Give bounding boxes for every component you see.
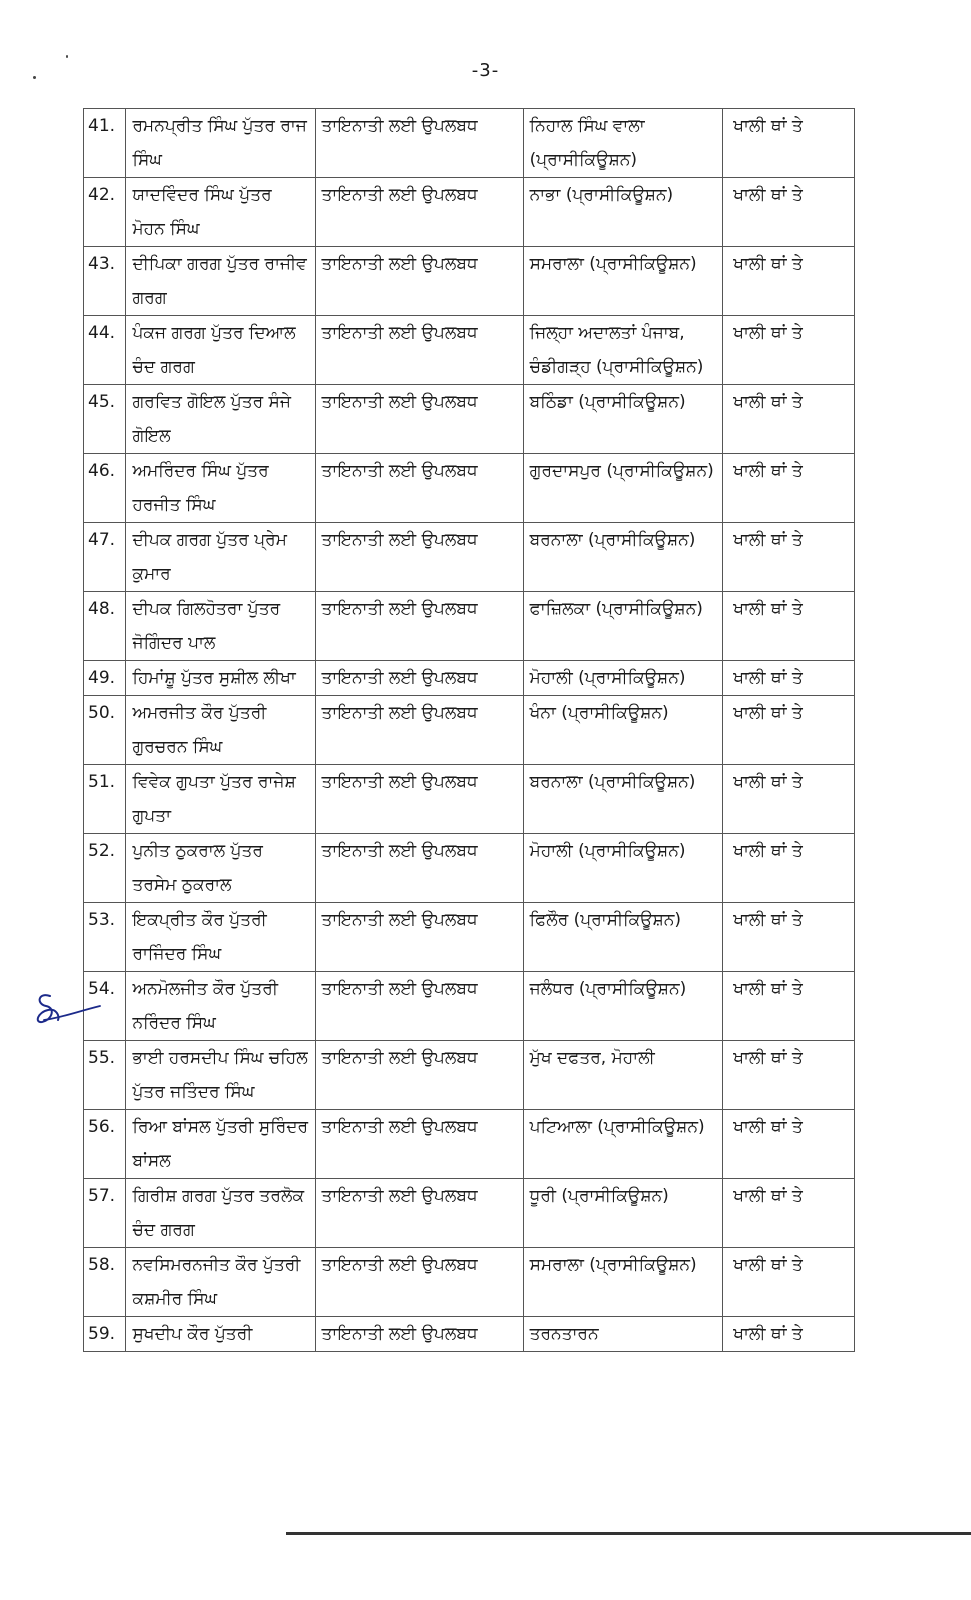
serial-number-cell: 51.: [84, 765, 126, 834]
posting-place-cell: ਫਾਜ਼ਿਲਕਾ (ਪ੍ਰਾਸੀਕਿਊਸ਼ਨ): [523, 592, 723, 661]
posting-status-cell: ਤਾਇਨਾਤੀ ਲਈ ਉਪਲਬਧ: [315, 903, 523, 972]
serial-number-cell: 41.: [84, 109, 126, 178]
posting-place-cell: ਫਿਲੌਰ (ਪ੍ਰਾਸੀਕਿਊਸ਼ਨ): [523, 903, 723, 972]
posting-status-cell: ਤਾਇਨਾਤੀ ਲਈ ਉਪਲਬਧ: [315, 385, 523, 454]
posting-status-cell: ਤਾਇਨਾਤੀ ਲਈ ਉਪਲਬਧ: [315, 1179, 523, 1248]
posting-status-cell: ਤਾਇਨਾਤੀ ਲਈ ਉਪਲਬਧ: [315, 1317, 523, 1352]
officer-name-cell: ਹਿਮਾਂਸ਼ੂ ਪੁੱਤਰ ਸੁਸ਼ੀਲ ਲੀਖਾ: [126, 661, 315, 696]
remark-cell: ਖਾਲੀ ਥਾਂ ਤੇ: [723, 661, 855, 696]
posting-place-cell: ਸਮਰਾਲਾ (ਪ੍ਰਾਸੀਕਿਊਸ਼ਨ): [523, 1248, 723, 1317]
posting-status-cell: ਤਾਇਨਾਤੀ ਲਈ ਉਪਲਬਧ: [315, 1248, 523, 1317]
officer-name-cell: ਯਾਦਵਿੰਦਰ ਸਿੰਘ ਪੁੱਤਰ ਮੋਹਨ ਸਿੰਘ: [126, 178, 315, 247]
posting-status-cell: ਤਾਇਨਾਤੀ ਲਈ ਉਪਲਬਧ: [315, 765, 523, 834]
remark-cell: ਖਾਲੀ ਥਾਂ ਤੇ: [723, 109, 855, 178]
posting-status-cell: ਤਾਇਨਾਤੀ ਲਈ ਉਪਲਬਧ: [315, 1110, 523, 1179]
officer-name-cell: ਵਿਵੇਕ ਗੁਪਤਾ ਪੁੱਤਰ ਰਾਜੇਸ਼ ਗੁਪਤਾ: [126, 765, 315, 834]
serial-number-cell: 47.: [84, 523, 126, 592]
remark-cell: ਖਾਲੀ ਥਾਂ ਤੇ: [723, 1248, 855, 1317]
posting-place-cell: ਜਲੰਧਰ (ਪ੍ਰਾਸੀਕਿਊਸ਼ਨ): [523, 972, 723, 1041]
posting-status-cell: ਤਾਇਨਾਤੀ ਲਈ ਉਪਲਬਧ: [315, 972, 523, 1041]
serial-number-cell: 55.: [84, 1041, 126, 1110]
officer-name-cell: ਦੀਪਿਕਾ ਗਰਗ ਪੁੱਤਰ ਰਾਜੀਵ ਗਰਗ: [126, 247, 315, 316]
serial-number-cell: 56.: [84, 1110, 126, 1179]
officer-name-cell: ਰਮਨਪ੍ਰੀਤ ਸਿੰਘ ਪੁੱਤਰ ਰਾਜ ਸਿੰਘ: [126, 109, 315, 178]
table-row: [84, 109, 855, 178]
serial-number-cell: 49.: [84, 661, 126, 696]
posting-table: [83, 108, 855, 1352]
serial-number-cell: 58.: [84, 1248, 126, 1317]
posting-place-cell: ਪਟਿਆਲਾ (ਪ੍ਰਾਸੀਕਿਊਸ਼ਨ): [523, 1110, 723, 1179]
table-body: [84, 109, 855, 1352]
officer-name-cell: ਸੁਖਦੀਪ ਕੌਰ ਪੁੱਤਰੀ: [126, 1317, 315, 1352]
officer-name-cell: ਦੀਪਕ ਗਰਗ ਪੁੱਤਰ ਪ੍ਰੇਮ ਕੁਮਾਰ: [126, 523, 315, 592]
serial-number-cell: 48.: [84, 592, 126, 661]
serial-number-cell: 50.: [84, 696, 126, 765]
officer-name-cell: ਅਮਰਜੀਤ ਕੌਰ ਪੁੱਤਰੀ ਗੁਰਚਰਨ ਸਿੰਘ: [126, 696, 315, 765]
footer-rule: [286, 1532, 971, 1535]
table-row: [84, 1317, 855, 1352]
table-row: [84, 316, 855, 385]
posting-status-cell: ਤਾਇਨਾਤੀ ਲਈ ਉਪਲਬਧ: [315, 834, 523, 903]
posting-status-cell: ਤਾਇਨਾਤੀ ਲਈ ਉਪਲਬਧ: [315, 592, 523, 661]
officer-name-cell: ਇਕਪ੍ਰੀਤ ਕੌਰ ਪੁੱਤਰੀ ਰਾਜਿੰਦਰ ਸਿੰਘ: [126, 903, 315, 972]
posting-place-cell: ਜਿਲ੍ਹਾ ਅਦਾਲਤਾਂ ਪੰਜਾਬ, ਚੰਡੀਗੜ੍ਹ (ਪ੍ਰਾਸੀਕਿਊਸ਼ਨ): [523, 316, 723, 385]
remark-cell: ਖਾਲੀ ਥਾਂ ਤੇ: [723, 834, 855, 903]
table-row: [84, 178, 855, 247]
remark-cell: ਖਾਲੀ ਥਾਂ ਤੇ: [723, 1041, 855, 1110]
serial-number-cell: 45.: [84, 385, 126, 454]
posting-place-cell: ਮੁੱਖ ਦਫਤਰ, ਮੋਹਾਲੀ: [523, 1041, 723, 1110]
table-row: [84, 661, 855, 696]
remark-cell: ਖਾਲੀ ਥਾਂ ਤੇ: [723, 1110, 855, 1179]
posting-place-cell: ਗੁਰਦਾਸਪੁਰ (ਪ੍ਰਾਸੀਕਿਊਸ਼ਨ): [523, 454, 723, 523]
remark-cell: ਖਾਲੀ ਥਾਂ ਤੇ: [723, 972, 855, 1041]
remark-cell: ਖਾਲੀ ਥਾਂ ਤੇ: [723, 903, 855, 972]
serial-number-cell: 42.: [84, 178, 126, 247]
officer-name-cell: ਗਿਰੀਸ਼ ਗਰਗ ਪੁੱਤਰ ਤਰਲੋਕ ਚੰਦ ਗਰਗ: [126, 1179, 315, 1248]
posting-status-cell: ਤਾਇਨਾਤੀ ਲਈ ਉਪਲਬਧ: [315, 661, 523, 696]
remark-cell: ਖਾਲੀ ਥਾਂ ਤੇ: [723, 316, 855, 385]
remark-cell: ਖਾਲੀ ਥਾਂ ਤੇ: [723, 523, 855, 592]
officer-name-cell: ਪੁਨੀਤ ਠੁਕਰਾਲ ਪੁੱਤਰ ਤਰਸੇਮ ਠੁਕਰਾਲ: [126, 834, 315, 903]
officer-name-cell: ਦੀਪਕ ਗਿਲਹੋਤਰਾ ਪੁੱਤਰ ਜੋਗਿੰਦਰ ਪਾਲ: [126, 592, 315, 661]
table-row: [84, 834, 855, 903]
officer-name-cell: ਨਵਸਿਮਰਨਜੀਤ ਕੌਰ ਪੁੱਤਰੀ ਕਸ਼ਮੀਰ ਸਿੰਘ: [126, 1248, 315, 1317]
posting-place-cell: ਮੋਹਾਲੀ (ਪ੍ਰਾਸੀਕਿਊਸ਼ਨ): [523, 661, 723, 696]
posting-status-cell: ਤਾਇਨਾਤੀ ਲਈ ਉਪਲਬਧ: [315, 696, 523, 765]
table-row: [84, 765, 855, 834]
table-row: [84, 696, 855, 765]
officer-name-cell: ਗਰਵਿਤ ਗੋਇਲ ਪੁੱਤਰ ਸੰਜੇ ਗੋਇਲ: [126, 385, 315, 454]
table-row: [84, 592, 855, 661]
officer-name-cell: ਭਾਈ ਹਰਸਦੀਪ ਸਿੰਘ ਚਹਿਲ ਪੁੱਤਰ ਜਤਿੰਦਰ ਸਿੰਘ: [126, 1041, 315, 1110]
posting-status-cell: ਤਾਇਨਾਤੀ ਲਈ ਉਪਲਬਧ: [315, 316, 523, 385]
posting-status-cell: ਤਾਇਨਾਤੀ ਲਈ ਉਪਲਬਧ: [315, 454, 523, 523]
posting-place-cell: ਤਰਨਤਾਰਨ: [523, 1317, 723, 1352]
serial-number-cell: 43.: [84, 247, 126, 316]
remark-cell: ਖਾਲੀ ਥਾਂ ਤੇ: [723, 765, 855, 834]
remark-cell: ਖਾਲੀ ਥਾਂ ਤੇ: [723, 696, 855, 765]
serial-number-cell: 44.: [84, 316, 126, 385]
remark-cell: ਖਾਲੀ ਥਾਂ ਤੇ: [723, 454, 855, 523]
posting-place-cell: ਬਠਿੰਡਾ (ਪ੍ਰਾਸੀਕਿਊਸ਼ਨ): [523, 385, 723, 454]
posting-place-cell: ਨਿਹਾਲ ਸਿੰਘ ਵਾਲਾ (ਪ੍ਰਾਸੀਕਿਊਸ਼ਨ): [523, 109, 723, 178]
officer-name-cell: ਰਿਆ ਬਾਂਸਲ ਪੁੱਤਰੀ ਸੁਰਿੰਦਰ ਬਾਂਸਲ: [126, 1110, 315, 1179]
posting-status-cell: ਤਾਇਨਾਤੀ ਲਈ ਉਪਲਬਧ: [315, 247, 523, 316]
officer-name-cell: ਪੰਕਜ ਗਰਗ ਪੁੱਤਰ ਦਿਆਲ ਚੰਦ ਗਰਗ: [126, 316, 315, 385]
table-row: [84, 903, 855, 972]
table-row: [84, 1248, 855, 1317]
remark-cell: ਖਾਲੀ ਥਾਂ ਤੇ: [723, 1179, 855, 1248]
handwritten-initial-mark: [30, 986, 110, 1034]
officer-name-cell: ਅਮਰਿੰਦਰ ਸਿੰਘ ਪੁੱਤਰ ਹਰਜੀਤ ਸਿੰਘ: [126, 454, 315, 523]
serial-number-cell: 46.: [84, 454, 126, 523]
table-row: [84, 1110, 855, 1179]
table-row: [84, 247, 855, 316]
remark-cell: ਖਾਲੀ ਥਾਂ ਤੇ: [723, 178, 855, 247]
posting-status-cell: ਤਾਇਨਾਤੀ ਲਈ ਉਪਲਬਧ: [315, 109, 523, 178]
scan-speck: [66, 55, 68, 58]
posting-place-cell: ਧੂਰੀ (ਪ੍ਰਾਸੀਕਿਊਸ਼ਨ): [523, 1179, 723, 1248]
posting-place-cell: ਨਾਭਾ (ਪ੍ਰਾਸੀਕਿਊਸ਼ਨ): [523, 178, 723, 247]
table-row: [84, 385, 855, 454]
officer-name-cell: ਅਨਮੋਲਜੀਤ ਕੌਰ ਪੁੱਤਰੀ ਨਰਿੰਦਰ ਸਿੰਘ: [126, 972, 315, 1041]
posting-place-cell: ਖੰਨਾ (ਪ੍ਰਾਸੀਕਿਊਸ਼ਨ): [523, 696, 723, 765]
posting-place-cell: ਬਰਨਾਲਾ (ਪ੍ਰਾਸੀਕਿਊਸ਼ਨ): [523, 523, 723, 592]
serial-number-cell: 57.: [84, 1179, 126, 1248]
serial-number-cell: 53.: [84, 903, 126, 972]
remark-cell: ਖਾਲੀ ਥਾਂ ਤੇ: [723, 247, 855, 316]
posting-place-cell: ਮੋਹਾਲੀ (ਪ੍ਰਾਸੀਕਿਊਸ਼ਨ): [523, 834, 723, 903]
remark-cell: ਖਾਲੀ ਥਾਂ ਤੇ: [723, 385, 855, 454]
table-row: [84, 454, 855, 523]
serial-number-cell: 59.: [84, 1317, 126, 1352]
posting-status-cell: ਤਾਇਨਾਤੀ ਲਈ ਉਪਲਬਧ: [315, 178, 523, 247]
remark-cell: ਖਾਲੀ ਥਾਂ ਤੇ: [723, 1317, 855, 1352]
serial-number-cell: 54.: [84, 972, 126, 1041]
posting-place-cell: ਬਰਨਾਲਾ (ਪ੍ਰਾਸੀਕਿਊਸ਼ਨ): [523, 765, 723, 834]
table-row: [84, 523, 855, 592]
table-row: [84, 1041, 855, 1110]
page-number: -3-: [471, 60, 500, 81]
posting-status-cell: ਤਾਇਨਾਤੀ ਲਈ ਉਪਲਬਧ: [315, 523, 523, 592]
posting-place-cell: ਸਮਰਾਲਾ (ਪ੍ਰਾਸੀਕਿਊਸ਼ਨ): [523, 247, 723, 316]
serial-number-cell: 52.: [84, 834, 126, 903]
table-row: [84, 1179, 855, 1248]
table-row: [84, 972, 855, 1041]
remark-cell: ਖਾਲੀ ਥਾਂ ਤੇ: [723, 592, 855, 661]
posting-status-cell: ਤਾਇਨਾਤੀ ਲਈ ਉਪਲਬਧ: [315, 1041, 523, 1110]
